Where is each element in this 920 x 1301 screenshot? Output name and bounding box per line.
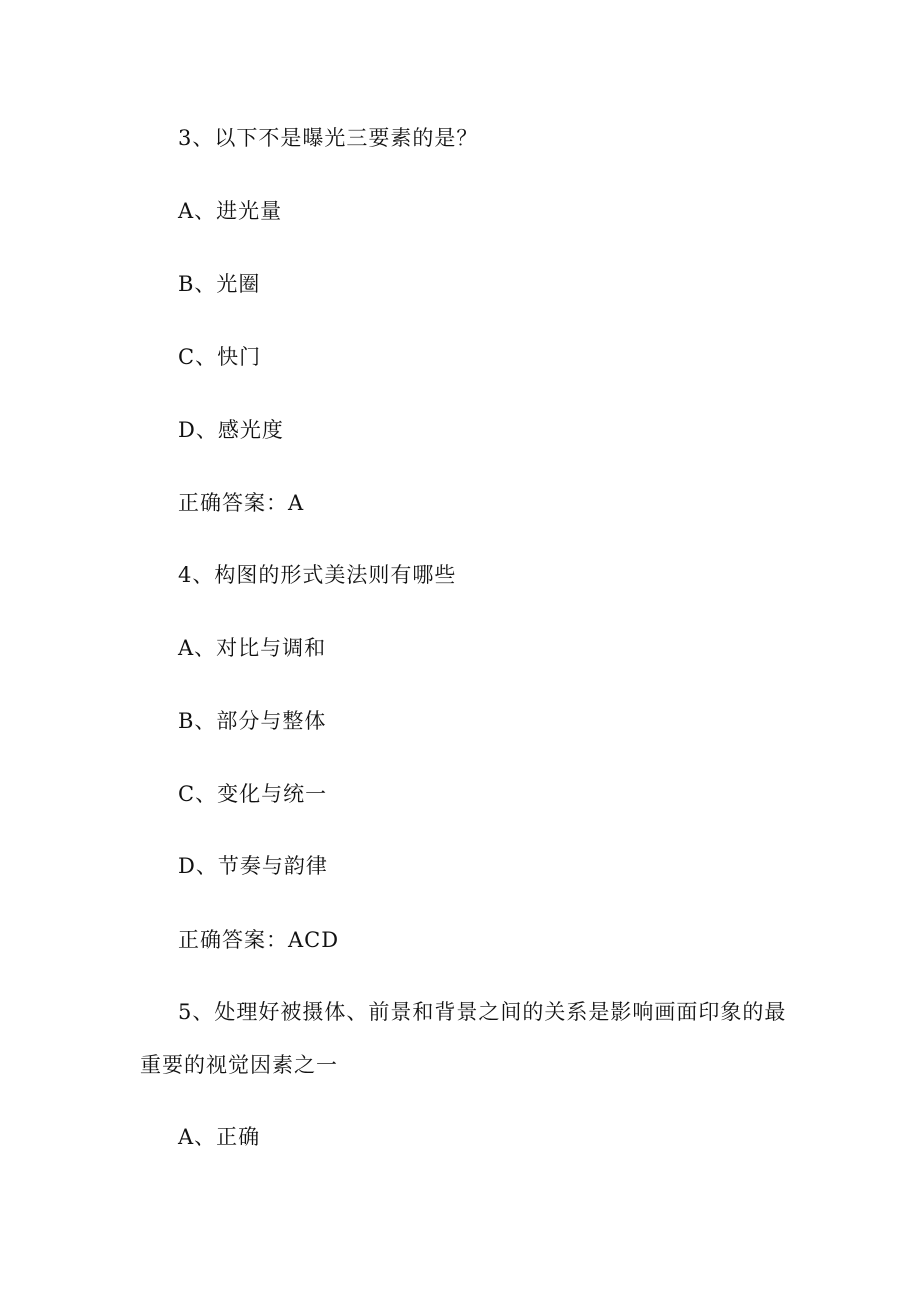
question-4-option-a: A、对比与调和 [178,636,327,660]
question-3-answer: 正确答案：A [178,491,305,515]
question-3-option-a: A、进光量 [178,199,283,223]
question-3-option-d: D、感光度 [178,418,284,442]
question-4-option-c: C、变化与统一 [178,782,328,806]
question-4-option-d: D、节奏与韵律 [178,854,328,878]
question-3-text: 3、以下不是曝光三要素的是？ [178,126,479,150]
question-3-option-c: C、快门 [178,345,262,369]
question-4-answer: 正确答案：ACD [178,928,340,952]
question-5-option-a: A、正确 [178,1125,261,1149]
question-5-text-line-1: 5、处理好被摄体、前景和背景之间的关系是影响画面印象的最 [178,1000,787,1024]
question-5-text-line-2: 重要的视觉因素之一 [140,1053,338,1077]
question-4-option-b: B、部分与整体 [178,709,327,733]
question-3-option-b: B、光圈 [178,272,261,296]
question-4-text: 4、构图的形式美法则有哪些 [178,563,457,587]
